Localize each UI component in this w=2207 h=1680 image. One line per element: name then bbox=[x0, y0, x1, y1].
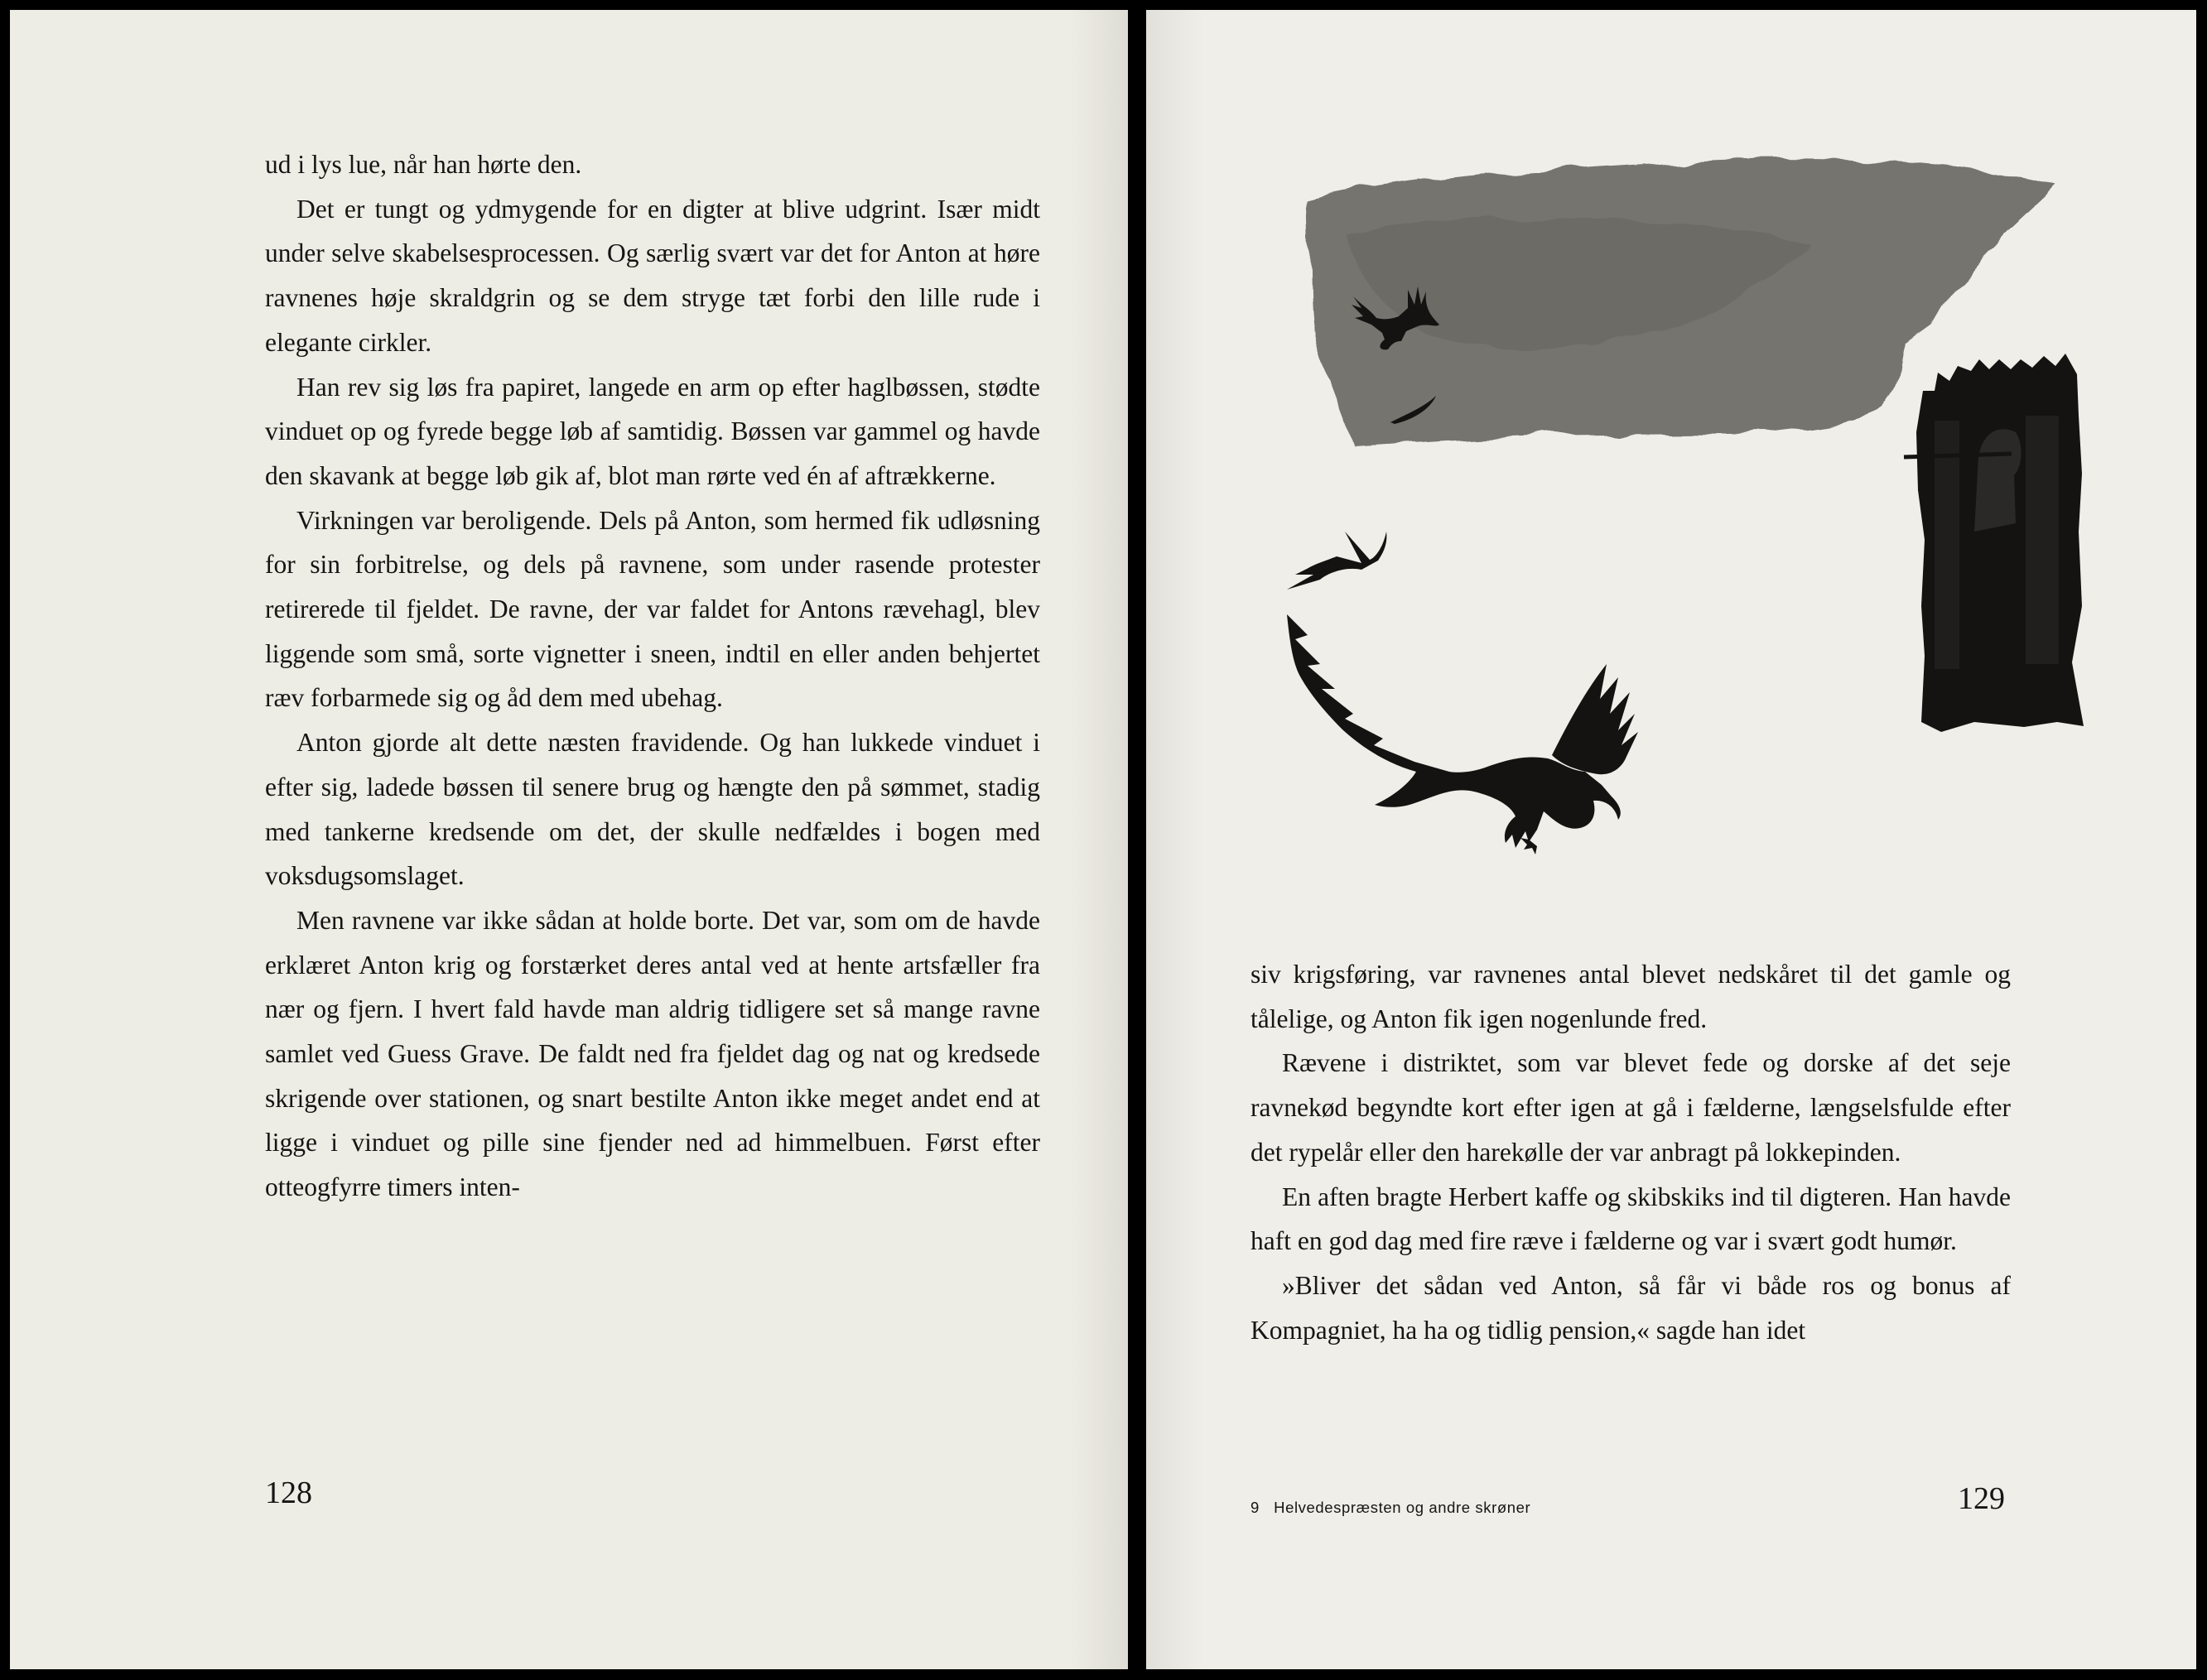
right-page-text bbox=[1250, 952, 2011, 1352]
right-page bbox=[1146, 10, 2196, 1669]
paragraph: Men ravnene var ikke sådan at holde borte. Det var, som om de havde erklæret Anton krig og forstærket deres antal ved at hente artsfæller fra nær og fjern. I hvert fald havde man aldrig tidligere set så mange ravne samlet ved Guess Grave. De faldt ned fra fjeldet dag og nat og kredsede skrigende over stationen, og snart bestilte Anton ikke meget andet end at ligge i vinduet og pille sine fjender ned ad himmelbuen. Først efter otteogfyrre timers inten- bbox=[265, 905, 1040, 1202]
raven-claw bbox=[1287, 532, 1386, 590]
raven-illustration bbox=[1229, 142, 2090, 937]
signature-line: 9 Helvedespræsten og andre skrøner bbox=[1250, 1499, 1531, 1516]
paragraph: ud i lys lue, når han hørte den. bbox=[265, 150, 582, 179]
paragraph: Det er tungt og ydmygende for en digter at blive udgrint. Især midt under selve skabelsesprocessen. Og særlig svært var det for Anton at høre ravnenes høje skraldgrin og se dem stryge tæt forbi den lille rude i elegante cirkler. bbox=[265, 194, 1040, 357]
cabin-window bbox=[1904, 354, 2084, 732]
left-page bbox=[10, 10, 1128, 1669]
paragraph: Anton gjorde alt dette næsten fravidende. Og han lukkede vinduet i efter sig, ladede bøssen til senere brug og hængte den på sømmet, stadig med tankerne kredsende om det, der skulle nedfældes i bogen med voksdugsomslaget. bbox=[265, 728, 1040, 891]
paragraph: Virkningen var beroligende. Dels på Anton, som hermed fik udløsning for sin forbitrelse, og dels på ravnene, som under rasende protester retirerede til fjeldet. De ravne, der var faldet for Antons rævehagl, blev liggende som små, sorte vignetter i sneen, indtil en eller anden behjertet ræv forbarmede sig og åd dem med ubehag. bbox=[265, 505, 1040, 713]
page-number-left: 128 bbox=[265, 1475, 312, 1510]
paragraph: siv krigsføring, var ravnenes antal blevet nedskåret til det gamle og tålelige, og Anton fik igen nogenlunde fred. bbox=[1250, 960, 2011, 1033]
page-number-right: 129 bbox=[1958, 1481, 2005, 1516]
paragraph: En aften bragte Herbert kaffe og skibskiks ind til digteren. Han havde haft en god dag med fire ræve i fælderne og var i svært godt humør. bbox=[1250, 1182, 2011, 1256]
left-page-text bbox=[265, 142, 1040, 1210]
raven-large bbox=[1287, 614, 1638, 854]
gutter-shadow bbox=[1146, 10, 1204, 1669]
paragraph: »Bliver det sådan ved Anton, så får vi både ros og bonus af Kompagniet, ha ha og tidlig pension,« sagde han idet bbox=[1250, 1270, 2011, 1345]
gutter-shadow bbox=[1070, 10, 1128, 1669]
paragraph: Han rev sig løs fra papiret, langede en arm op efter haglbøssen, stødte vinduet op og fyrede begge løb af samtidig. Bøssen var gammel og havde den skavank at begge løb gik af, blot man rørte ved én af aftrækkerne. bbox=[265, 372, 1040, 490]
paragraph: Rævene i distriktet, som var blevet fede og dorske af det seje ravnekød begyndte kort efter igen at gå i fælderne, længselsfulde efter det rypelår eller den harekølle der var anbragt på lokkepinden. bbox=[1250, 1048, 2011, 1167]
